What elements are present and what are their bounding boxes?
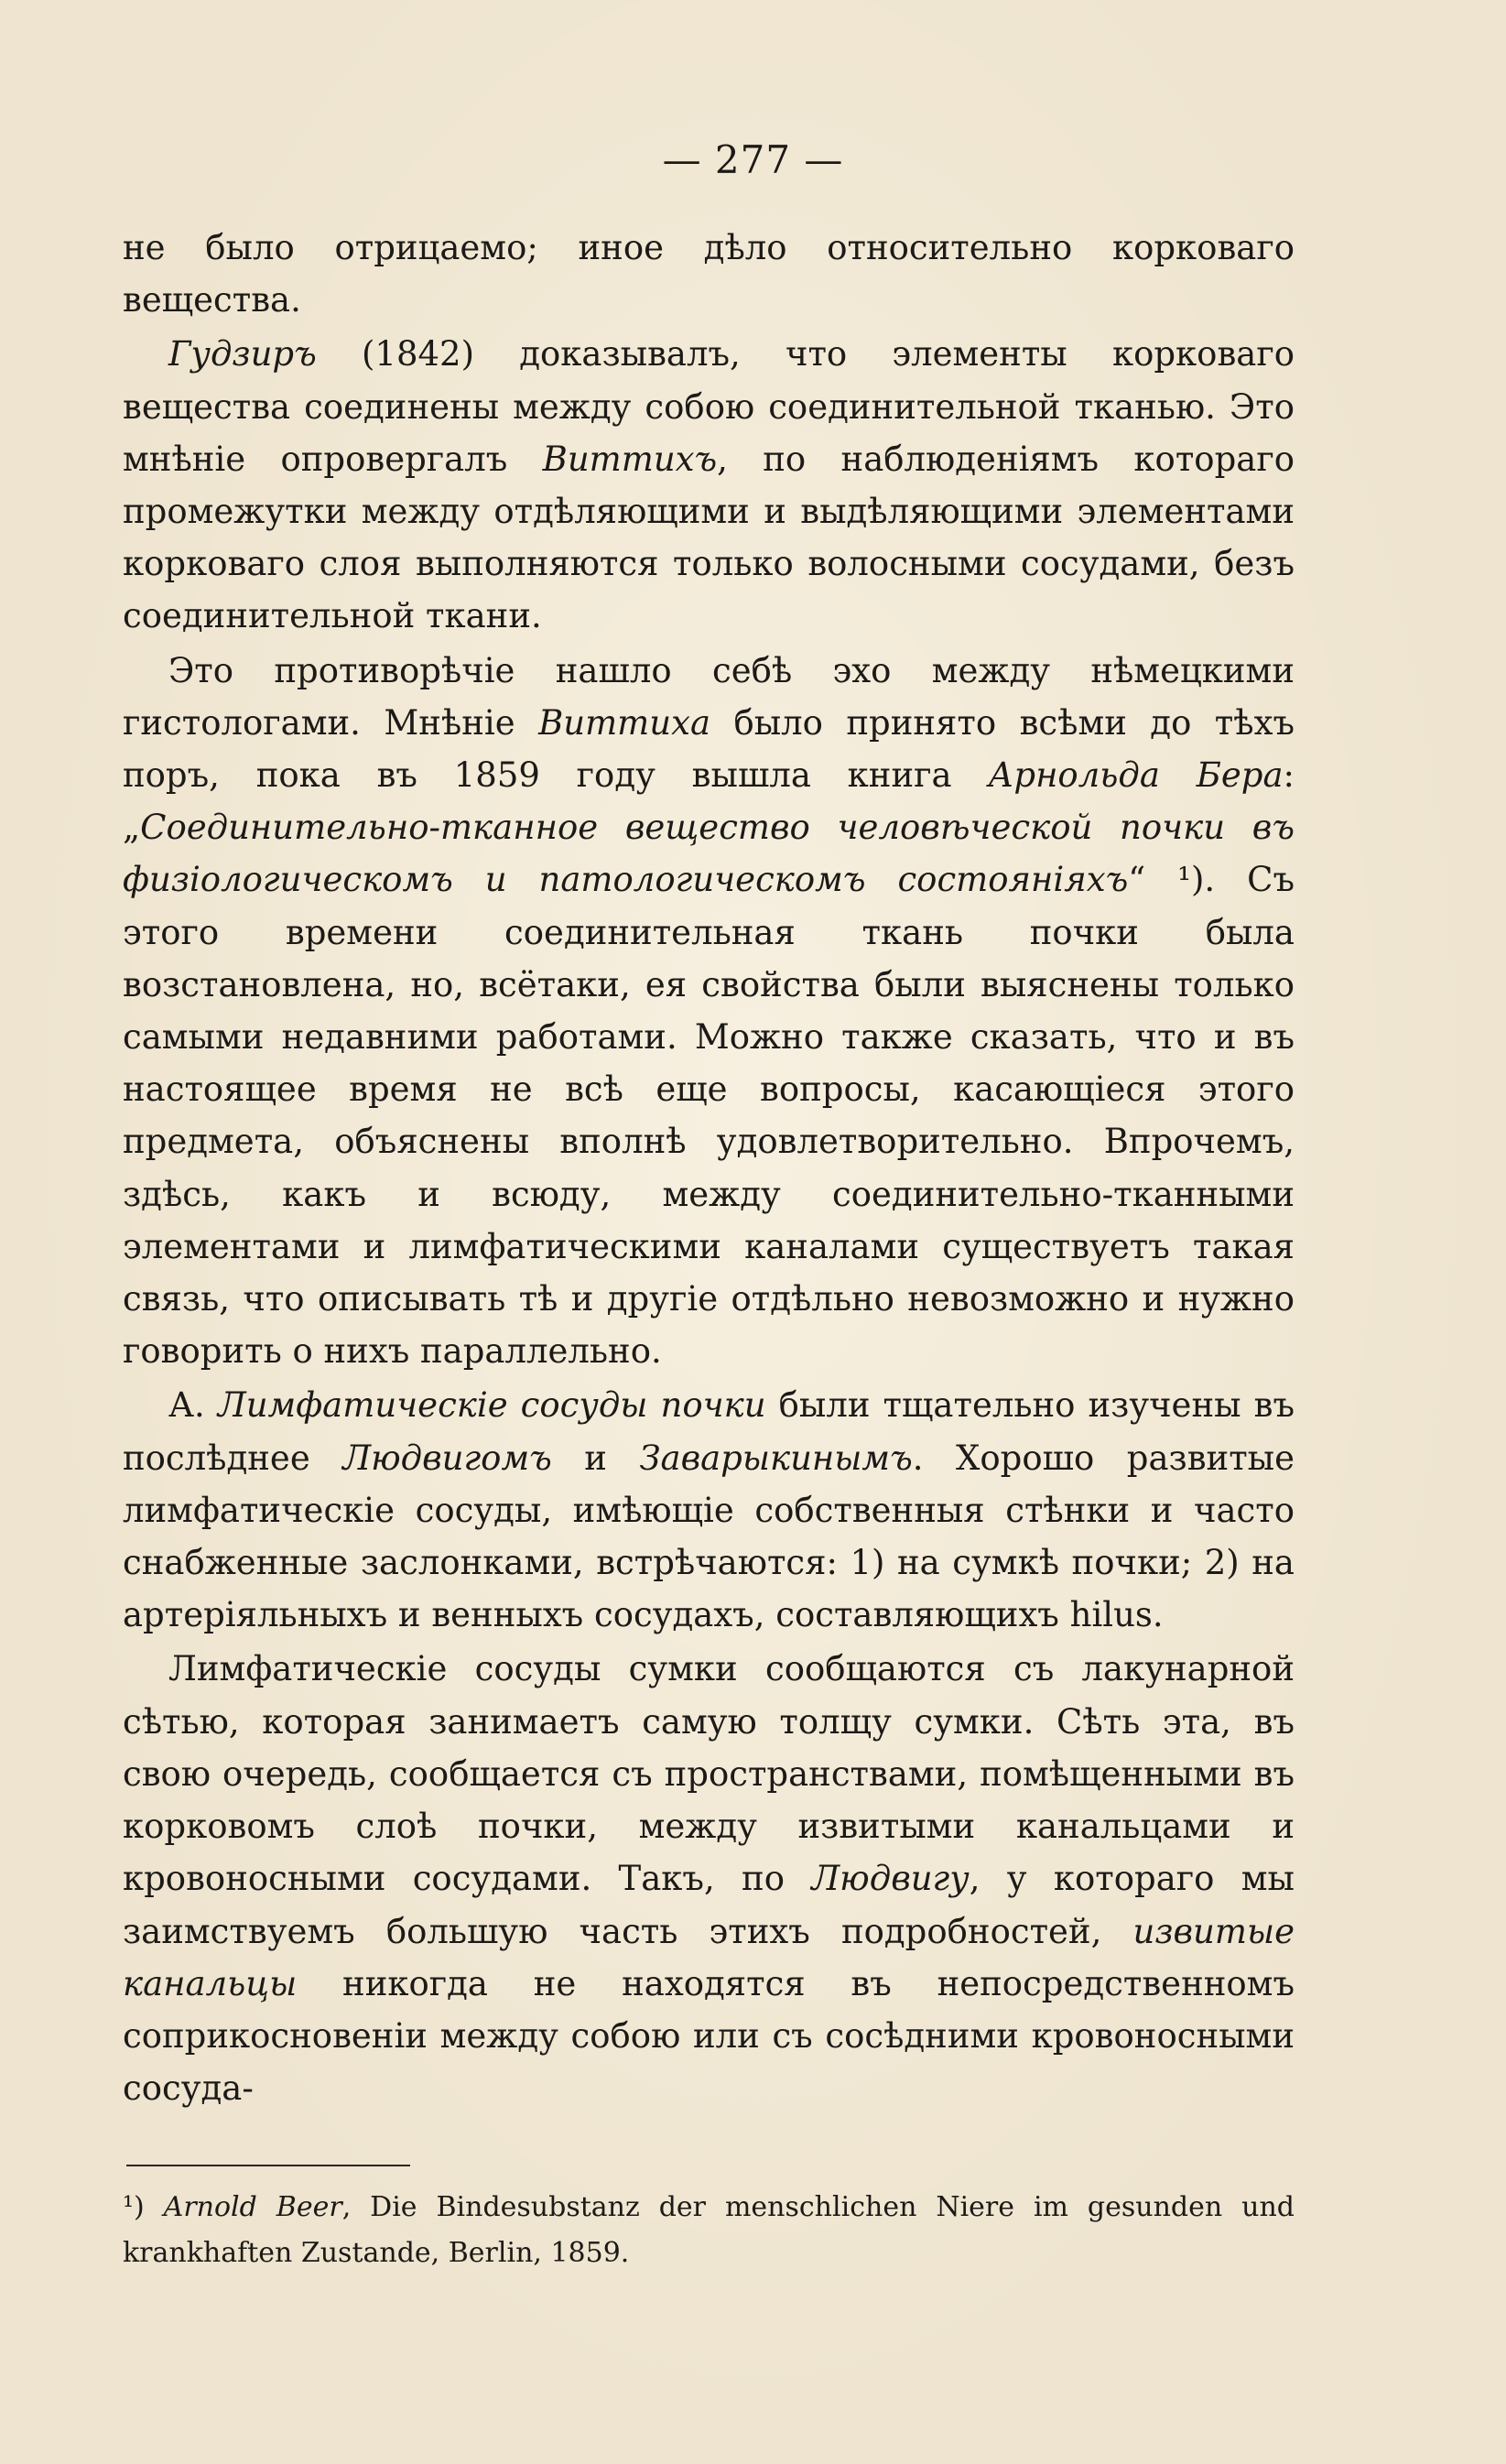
body-text [123, 222, 1295, 2116]
italic-text: Людвигу [811, 1859, 970, 1899]
text-run: (1842) доказывалъ, что элементы корковаго вещества соединены между собою соединительной тканью. Это мнѣніе опровергалъ [123, 334, 1295, 479]
italic-text: Гудзиръ [168, 334, 317, 374]
text-run: было принято всѣми до тѣхъ поръ, пока въ 1859 году вышла книга [123, 702, 1295, 796]
footnote [123, 2165, 1295, 2276]
paragraph [123, 1379, 1295, 1641]
text-run: и [551, 1438, 640, 1478]
italic-text: извитые канальцы [123, 1911, 1295, 2003]
page-number: — 277 — [662, 137, 844, 182]
text-run: были тщательно изучены въ послѣднее [123, 1385, 1295, 1478]
text-run: , по наблюденіямъ котораго промежутки между отдѣляющими и выдѣляющими элементами корковаго слоя выполняются только волосными сосудами, безъ соединительной ткани. [123, 439, 1295, 636]
text-run: , Die Bindesubstanz der menschlichen Niere im gesunden und krankhaften Zustande, Berlin, 1859. [123, 2191, 1295, 2269]
text-run: . Хорошо развитые лимфатическіе сосуды, имѣющіе собственныя стѣнки и часто снабженные заслонками, встрѣчаются: 1) на сумкѣ почки; 2) на артеріяльныхъ и венныхъ сосудахъ, составляющихъ hilus. [123, 1438, 1295, 1635]
text-run: никогда не находятся въ непосредственномъ соприкосновеніи между собою или съ сосѣдними кровоносными сосуда- [123, 1963, 1295, 2109]
text-run: не было отрицаемо; иное дѣло относительно корковаго вещества. [123, 228, 1295, 320]
text-run: , у котораго мы заимствуемъ большую часть этихъ подробностей, [123, 1859, 1295, 1951]
paragraph [123, 222, 1295, 326]
text-run: : „ [123, 755, 1295, 848]
italic-text: Виттиха [538, 702, 711, 743]
italic-text: Соединительно-тканное вещество человѣческой почки въ физіологическомъ и патологическомъ состояніяхъ [123, 808, 1295, 900]
text-run: ¹) [123, 2191, 164, 2223]
paragraph [123, 645, 1295, 1378]
text-run: А. [168, 1385, 218, 1426]
italic-text: Людвигомъ [342, 1438, 552, 1478]
italic-text: Виттихъ [542, 439, 718, 479]
paragraph [123, 328, 1295, 642]
italic-text: Арнольда Бера [988, 755, 1284, 796]
italic-text: Заварыкинымъ [639, 1438, 913, 1478]
text-run: “ ¹). Съ этого времени соединительная ткань почки была возстановлена, но, всётаки, ея свойства были выяснены только самыми недавними работами. Можно также сказать, что и въ настоящее время не всѣ еще вопросы, касающіеся этого предмета, объяснены вполнѣ удовлетворительно. Впрочемъ, здѣсь, какъ и всюду, между соединительно-тканными элементами и лимфатическими каналами существуетъ такая связь, что описывать тѣ и другіе отдѣльно невозможно и нужно говорить о нихъ параллельно. [123, 860, 1295, 1372]
italic-text: Arnold Beer [163, 2191, 342, 2223]
italic-text: Лимфатическіе сосуды почки [217, 1385, 766, 1426]
text-run: Лимфатическіе сосуды сумки сообщаются съ лакунарной сѣтью, которая занимаетъ самую толщу сумки. Сѣть эта, въ свою очередь, сообщается съ пространствами, помѣщенными въ корковомъ слоѣ почки, между извитыми канальцами и кровоносными сосудами. Такъ, по [123, 1649, 1295, 1899]
paragraph [123, 1643, 1295, 2114]
text-run: Это противорѣчіе нашло себѣ эхо между нѣмецкими гистологами. Мнѣніе [123, 650, 1295, 743]
